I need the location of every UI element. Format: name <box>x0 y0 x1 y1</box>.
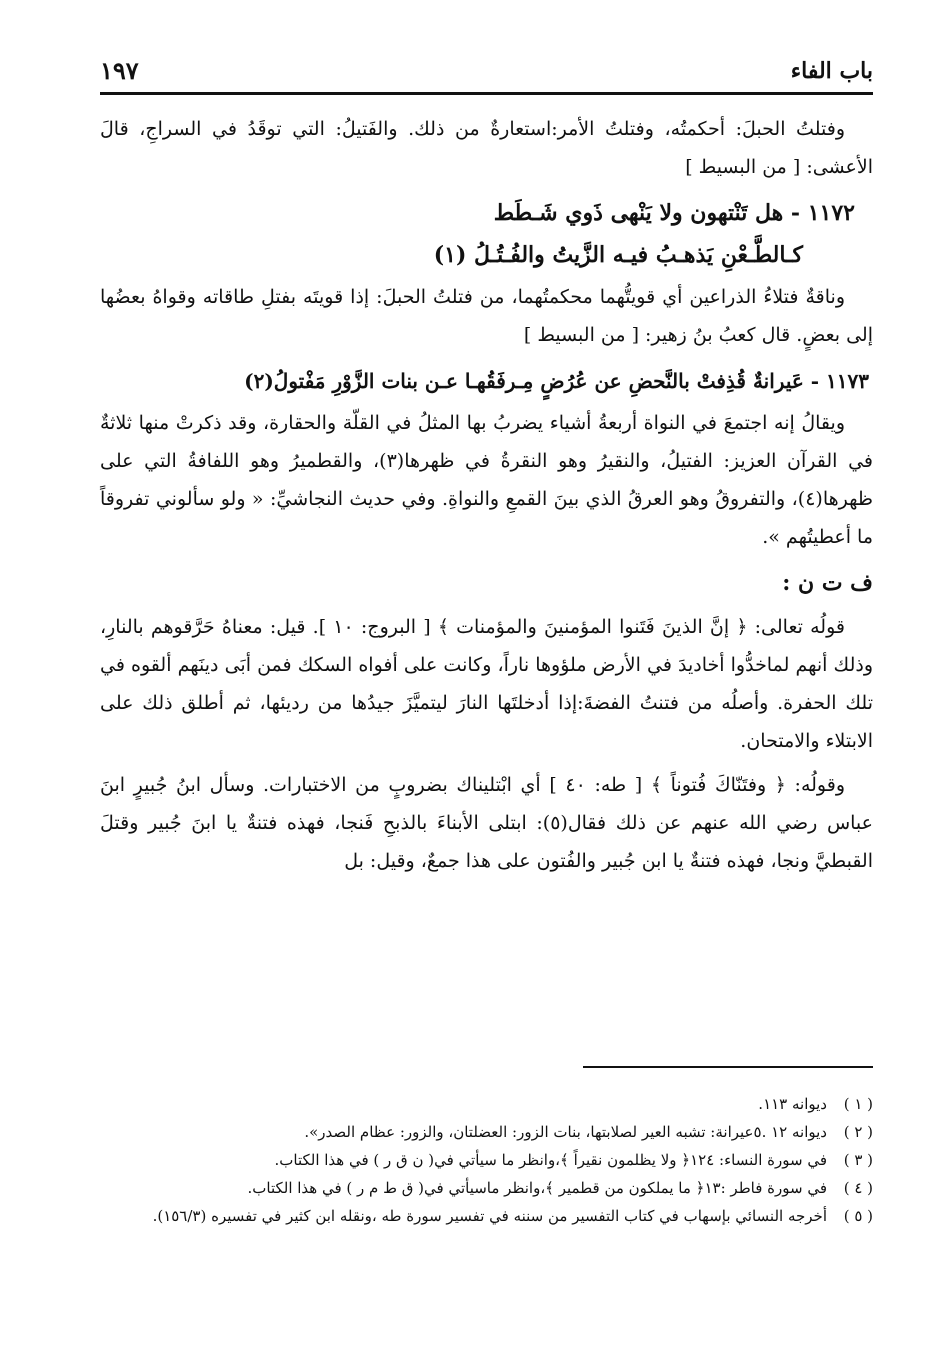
page-header <box>100 48 873 95</box>
verse-1172 <box>100 192 873 276</box>
footnote-number: ( ١ ) <box>843 1095 873 1113</box>
footnote-number: ( ٥ ) <box>843 1207 873 1225</box>
chapter-title: باب الفاء <box>790 58 873 84</box>
footnote-text: أخرجه النسائي بإسهاب في كتاب التفسير من سننه في تفسير سورة طه ،ونقله ابن كثير في تفسيره (١٥٦/٣). <box>152 1207 827 1225</box>
footnote <box>100 1090 873 1118</box>
page-number: ١٩٧ <box>100 56 139 85</box>
footnote <box>100 1174 873 1202</box>
footnote <box>100 1146 873 1174</box>
paragraph-fatla: وناقةٌ فتلاءُ الذراعين أي قويتُّهما محكمتُهما، من فتلتُ الحبلَ: إذا قويتَه بفتلِ طاقاته وقواهُ بعضُها إلى بعضٍ. قال كعبُ بنُ زهير: [ من البسيط ] <box>100 286 873 346</box>
verse-1173: ١١٧٣ - عَيرانةٌ قُذِفتْ بالنَّحضِ عن عُرُضٍ مِـرفَقُهـا عـن بنات الزَّوْرِ مَفْتولُ(٢) <box>244 369 869 393</box>
verse-1172-line-2: كـالطَّـعْنِ يَذهـبُ فيـه الزَّيتُ والفُـتُـلُ (١) <box>433 242 803 268</box>
footnote-divider <box>583 1066 873 1068</box>
main-text <box>100 110 873 886</box>
paragraph-nawat: ويقالُ إنه اجتمعَ في النواة أربعةُ أشياء يضربُ بها المثلُ في القلّة والحقارة، وقد ذكرتْ منها ثلاثةٌ في القرآن العزيز: الفتيلُ، والنقيرُ وهو النقرةُ في ظهرها(٣)، والقطميرُ وهو اللفافةُ التي على ظهرها(٤)، والتفروقُ وهو العرقُ الذي بينَ القمعِ والنواةِ. وفي حديث النجاشيِّ: « ولو سألوني تفروقاً ما أعطيتُهم ». <box>100 412 873 548</box>
paragraph-futun: وقولُه: ﴿ وفتَنّاكَ فُتوناً ﴾ [ طه: ٤٠ ] أي ابْتليناك بضروبٍ من الاختبارات. وسأل ابنُ جُبيرٍ ابنَ عباس رضي الله عنهم عن ذلك فقال(٥): ابتلى الأبناءَ بالذبحِ فَنجا، فهذه فتنةٌ يا ابنَ جُبير وقتلَ القبطيَّ ونجا، فهذه فتنةٌ يا ابن جُبير والفُتون على هذا جمعٌ، وقيل: بل <box>100 774 874 872</box>
footnote-text: في سورة فاطر :١٣﴿ ما يملكون من قطمير ﴾،وانظر ماسيأتي في( ق ط م ر ) في هذا الكتاب. <box>247 1179 827 1197</box>
footnotes <box>100 1090 873 1230</box>
footnote-number: ( ٢ ) <box>843 1123 873 1141</box>
footnote-number: ( ٤ ) <box>843 1179 873 1197</box>
footnote-number: ( ٣ ) <box>843 1151 873 1169</box>
root-heading: ف ت ن : <box>782 570 873 596</box>
footnote-text: ديوانه ١٢ .٥عيرانة: تشبه العير لصلابتها، بنات الزور: العضلتان، والزور: عظام الصدر». <box>304 1123 827 1141</box>
verse-1172-line-1: ١١٧٢ - هل تَنْتهون ولا يَنْهى ذَوي شَـطَط <box>493 200 855 226</box>
paragraph-fatl: وفتلتُ الحبلَ: أحكمتُه، وفتلتُ الأمر:استعارةٌ من ذلك. والفَتيلُ: التي توقَدُ في السراجِ، قالَ الأعشى: [ من البسيط ] <box>100 118 873 178</box>
footnote <box>100 1202 873 1230</box>
footnote-text: ديوانه ١١٣. <box>758 1095 827 1113</box>
paragraph-fatanu: قولُه تعالى: ﴿ إنَّ الذينَ فَتَنوا المؤمنينَ والمؤمنات ﴾ [ البروج: ١٠ ]. قيل: معناهُ حَرَّقوهم بالنارِ، وذلك أنهم لماخدُّوا أخاديدَ في الأرض ملؤوها ناراً، وكانت على أفواه السكك فمن أبَى دينَهم ألقوه في تلك الحفرة. وأصلُه من فتنتُ الفضةَ:إذا أدخلتَها النارَ ليتميَّزَ جيدُها من رديئها، ثم أطلق ذلك على الابتلاء والامتحان. <box>100 616 873 752</box>
footnote-text: في سورة النساء: ١٢٤﴿ ولا يظلمون نقيراً ﴾،وانظر ما سيأتي في( ن ق ر ) في هذا الكتاب. <box>274 1151 827 1169</box>
footnote <box>100 1118 873 1146</box>
